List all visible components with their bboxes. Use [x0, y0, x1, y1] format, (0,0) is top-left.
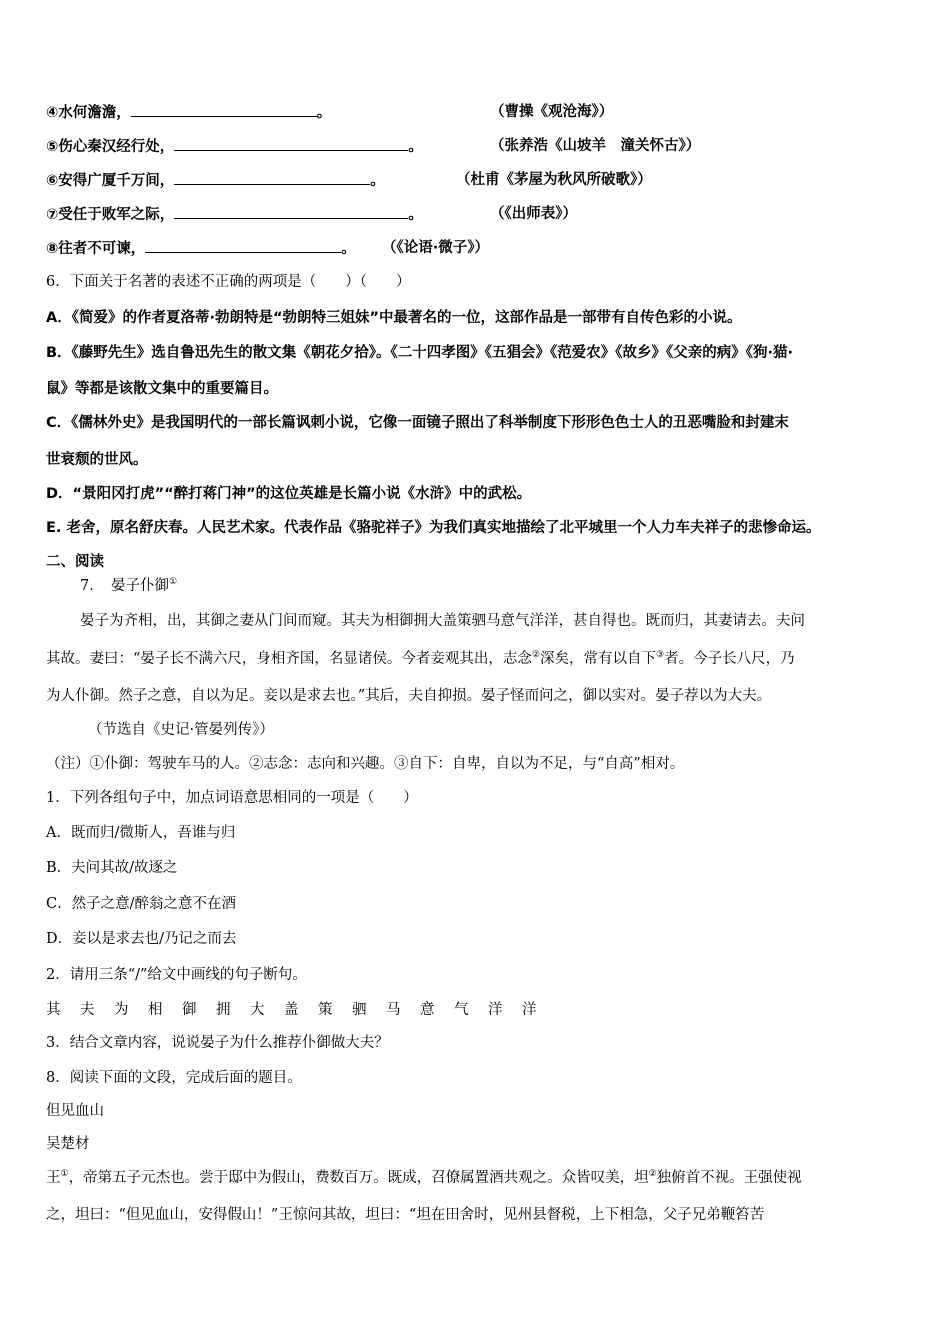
- answer-blank[interactable]: [174, 204, 408, 219]
- q7-sub-2: 2．请用三条“/”给文中画线的句子断句。: [46, 967, 307, 983]
- q7-sub-1-option-c: C．然子之意/醉翁之意不在酒: [46, 896, 236, 912]
- q7-sub-3: 3．结合文章内容，说说晏子为什么推荐仆御做大夫？: [46, 1035, 389, 1051]
- q8-title: 但见血山: [46, 1103, 104, 1119]
- q6-option-c-cont: 世衰颓的世风。: [46, 452, 148, 468]
- q7-title: 7． 晏子仆御①: [80, 577, 178, 594]
- fill-line-8: ⑧往者不可谏， 。 （《论语·微子》）: [46, 240, 490, 257]
- q8-passage-line-2: 之，坦曰：“但见血山，安得假山！”王惊问其故，坦曰：“坦在田舍时，见州县督税，上下相急，父子兄弟鞭笞苦: [46, 1207, 765, 1223]
- q6-option-c: C．《儒林外史》是我国明代的一部长篇讽刺小说，它像一面镜子照出了科举制度下形形色色士人的丑恶嘴脸和封建末: [46, 415, 789, 431]
- section-heading: 二、阅读: [46, 554, 104, 570]
- fill-line-6: ⑥安得广厦千万间， 。 （杜甫《茅屋为秋风所破歌》）: [46, 172, 652, 189]
- q6-option-b-cont: 鼠》等都是该散文集中的重要篇目。: [46, 381, 278, 397]
- fill-line-7: ⑦受任于败军之际， 。 （《出师表》）: [46, 206, 577, 223]
- fill-line-4: ④水何澹澹， 。 （曹操《观沧海》）: [46, 104, 614, 121]
- answer-blank[interactable]: [145, 238, 341, 253]
- q7-sub-1: 1．下列各组句子中，加点词语意思相同的一项是（ ）: [46, 790, 418, 806]
- q6-option-b: B．《藤野先生》选自鲁迅先生的散文集《朝花夕拾》。《二十四孝图》《五猖会》《范爱农》《故乡》《父亲的病》《狗·猫·: [46, 345, 794, 361]
- q7-notes: （注）①仆御：驾驶车马的人。②志念：志向和兴趣。③自下：自卑，自以为不足，与“自高”相对。: [46, 756, 685, 772]
- q7-passage-line-3: 为人仆御。然子之意，自以为足。妾以是求去也。”其后，夫自抑损。晏子怪而问之，御以实对。晏子荐以为大夫。: [46, 688, 772, 704]
- answer-blank[interactable]: [131, 102, 317, 117]
- q6-stem: 6．下面关于名著的表述不正确的两项是（ ）（ ）: [46, 274, 411, 290]
- q8-passage-line-1: 王①，帝第五子元杰也。尝于邸中为假山，费数百万。既成，召僚属置酒共观之。众皆叹美，坦②独俯首不视。王强使视: [46, 1169, 802, 1186]
- q7-source: （节选自《史记·管晏列传》）: [88, 722, 274, 738]
- answer-blank[interactable]: [174, 136, 408, 151]
- q7-sub-2-characters: 其 夫 为 相 御 拥 大 盖 策 驷 马 意 气 洋 洋: [46, 1002, 537, 1018]
- q7-sub-1-option-b: B．夫问其故/故逐之: [46, 860, 178, 876]
- fill-line-5: ⑤伤心秦汉经行处， 。 （张养浩《山坡羊 潼关怀古》）: [46, 138, 701, 155]
- q6-option-a: A．《简爱》的作者夏洛蒂·勃朗特是“勃朗特三姐妹”中最著名的一位，这部作品是一部带有自传色彩的小说。: [46, 310, 742, 326]
- q6-option-e: E. 老舍，原名舒庆春。人民艺术家。代表作品《骆驼祥子》为我们真实地描绘了北平城里一个人力车夫祥子的悲惨命运。: [46, 520, 821, 536]
- q7-sub-1-option-a: A．既而归/微斯人，吾谁与归: [46, 825, 236, 841]
- q8-author: 吴楚材: [46, 1136, 90, 1152]
- q7-sub-1-option-d: D．妾以是求去也/乃记之而去: [46, 931, 237, 947]
- q7-passage-line-2: 其故。妻曰：“晏子长不满六尺，身相齐国，名显诸侯。今者妾观其出，志念②深矣，常有以自下③者。今子长八尺，乃: [46, 650, 795, 667]
- q7-passage-line-1: 晏子为齐相，出，其御之妻从门间而窥。其夫为相御拥大盖策驷马意气洋洋，甚自得也。既而归，其妻请去。夫问: [80, 613, 805, 629]
- q6-option-d: D．“景阳冈打虎”“醉打蒋门神”的这位英雄是长篇小说《水浒》中的武松。: [46, 486, 532, 502]
- answer-blank[interactable]: [174, 170, 370, 185]
- q8-stem: 8．阅读下面的文段，完成后面的题目。: [46, 1070, 302, 1086]
